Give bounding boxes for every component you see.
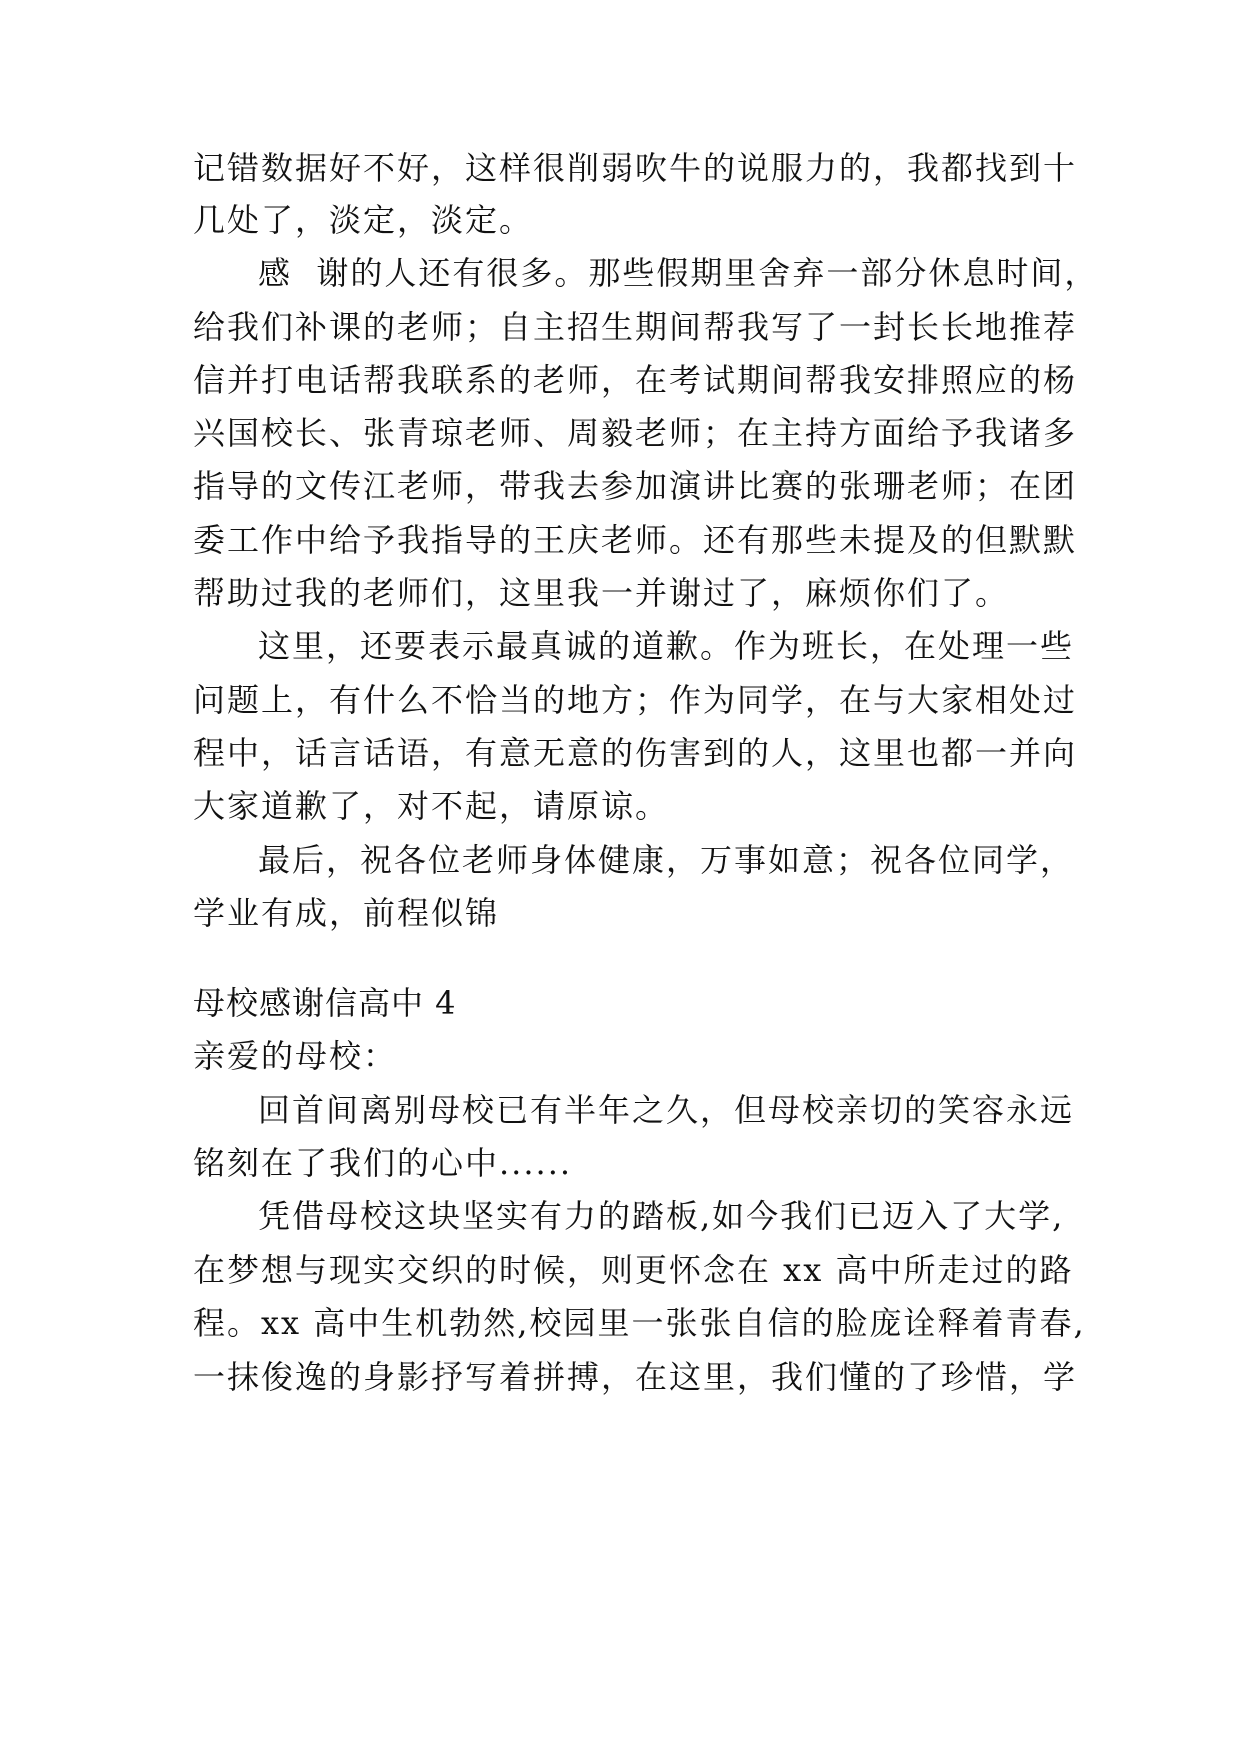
paragraph-line: 信并打电话帮我联系的老师，在考试期间帮我安排照应的杨	[193, 361, 1078, 399]
paragraph-line: 程。xx 高中生机勃然,校园里一张张自信的脸庞诠释着青春,	[193, 1304, 1086, 1342]
section-title: 母校感谢信高中 4	[193, 984, 457, 1022]
paragraph-line: 这里，还要表示最真诚的道歉。作为班长，在处理一些	[258, 627, 1075, 665]
paragraph-line: 凭借母校这块坚实有力的踏板,如今我们已迈入了大学,	[258, 1197, 1065, 1235]
paragraph-line: 在梦想与现实交织的时候，则更怀念在 xx 高中所走过的路	[193, 1251, 1074, 1289]
paragraph-line: 帮助过我的老师们，这里我一并谢过了，麻烦你们了。	[193, 574, 1010, 612]
paragraph-line: 感 谢的人还有很多。那些假期里舍弃一部分休息时间，	[258, 254, 1099, 292]
paragraph-line: 大家道歉了，对不起，请原谅。	[193, 787, 670, 825]
salutation: 亲爱的母校：	[193, 1037, 398, 1075]
paragraph-line: 指导的文传江老师，带我去参加演讲比赛的张珊老师；在团	[193, 467, 1078, 505]
paragraph-line: 最后，祝各位老师身体健康，万事如意；祝各位同学，	[258, 841, 1075, 879]
paragraph-line: 学业有成，前程似锦	[193, 894, 500, 932]
paragraph-line: 记错数据好不好，这样很削弱吹牛的说服力的，我都找到十	[193, 149, 1078, 187]
paragraph-line: 回首间离别母校已有半年之久，但母校亲切的笑容永远	[258, 1091, 1075, 1129]
paragraph-line: 给我们补课的老师；自主招生期间帮我写了一封长长地推荐	[193, 308, 1078, 346]
paragraph-line: 兴国校长、张青琼老师、周毅老师；在主持方面给予我诸多	[193, 414, 1078, 452]
paragraph-line: 一抹俊逸的身影抒写着拼搏，在这里，我们懂的了珍惜，学	[193, 1358, 1078, 1396]
paragraph-line: 程中，话言话语，有意无意的伤害到的人，这里也都一并向	[193, 734, 1078, 772]
paragraph-line: 铭刻在了我们的心中......	[193, 1144, 573, 1182]
paragraph-line: 几处了，淡定，淡定。	[193, 201, 534, 239]
paragraph-line: 问题上，有什么不恰当的地方；作为同学，在与大家相处过	[193, 681, 1078, 719]
paragraph-line: 委工作中给予我指导的王庆老师。还有那些未提及的但默默	[193, 521, 1078, 559]
